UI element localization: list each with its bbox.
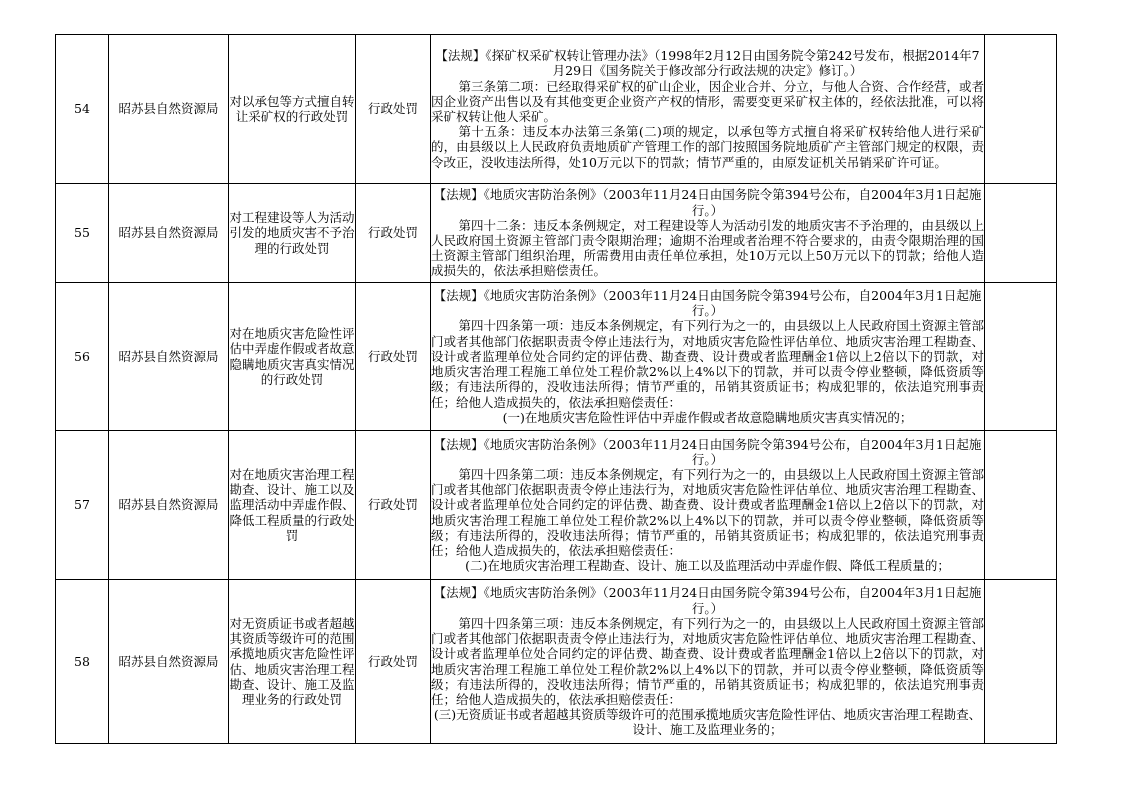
basis-paragraph: 第四十四条第二项：违反本条例规定，有下列行为之一的，由县级以上人民政府国土资源主管部门或者其他部门依据职责责令停止违法行为，对地质灾害危险性评估单位、地质灾害治理工程勘查、设计或者监理单位处合同约定的评估费、勘查费、设计费或者监理酬金1倍以上2倍以下的罚款，对地质灾害治理工程施工单位处工程价款2%以上4%以下的罚款，并可以责令停业整顿，降低资质等级；有违法所得的，没收违法所得；情节严重的，吊销其资质证书；构成犯罪的，依法追究刑事责任；给他人造成损失的，依法承担赔偿责任：	[431, 466, 984, 558]
table-row	[56, 184, 1057, 283]
basis-heading: 【法规】《地质灾害防治条例》（2003年11月24日由国务院令第394号公布，自2004年3月1日起施行。）	[433, 585, 982, 616]
power-type: 行政处罚	[356, 431, 431, 580]
power-type: 行政处罚	[356, 580, 431, 744]
department-name: 昭苏县自然资源局	[109, 580, 229, 744]
legal-basis	[431, 283, 985, 431]
item-name: 对无资质证书或者超越其资质等级许可的范围承揽地质灾害危险性评估、地质灾害治理工程勘查、设计、施工及监理业务的行政处罚	[229, 580, 356, 744]
legal-basis	[431, 580, 985, 744]
table-row	[56, 580, 1057, 744]
power-type: 行政处罚	[356, 184, 431, 283]
department-name: 昭苏县自然资源局	[109, 35, 229, 184]
row-number: 55	[56, 184, 109, 283]
power-type: 行政处罚	[356, 35, 431, 184]
basis-heading: 【法规】《地质灾害防治条例》（2003年11月24日由国务院令第394号公布，自2004年3月1日起施行。）	[433, 187, 982, 218]
department-name: 昭苏县自然资源局	[109, 283, 229, 431]
basis-paragraph: 第十五条：违反本办法第三条第(二)项的规定，以承包等方式擅自将采矿权转给他人进行采矿的，由县级以上人民政府负责地质矿产管理工作的部门按照国务院地质矿产主管部门规定的权限，责令改正，没收违法所得，处10万元以下的罚款；情节严重的，由原发证机关吊销采矿许可证。	[431, 124, 984, 170]
legal-basis	[431, 184, 985, 283]
row-number: 58	[56, 580, 109, 744]
item-name: 对在地质灾害治理工程勘查、设计、施工以及监理活动中弄虚作假、降低工程质量的行政处罚	[229, 431, 356, 580]
item-name: 对在地质灾害危险性评估中弄虚作假或者故意隐瞒地质灾害真实情况的行政处罚	[229, 283, 356, 431]
remarks-cell	[985, 35, 1057, 184]
basis-clause: (三)无资质证书或者超越其资质等级许可的范围承揽地质灾害危险性评估、地质灾害治理工程勘查、设计、施工及监理业务的；	[433, 707, 982, 738]
basis-paragraph: 第四十四条第一项：违反本条例规定，有下列行为之一的，由县级以上人民政府国土资源主管部门或者其他部门依据职责责令停止违法行为，对地质灾害危险性评估单位、地质灾害治理工程勘查、设计或者监理单位处合同约定的评估费、勘查费、设计费或者监理酬金1倍以上2倍以下的罚款，对地质灾害治理工程施工单位处工程价款2%以上4%以下的罚款，并可以责令停业整顿，降低资质等级；有违法所得的，没收违法所得；情节严重的，吊销其资质证书；构成犯罪的，依法追究刑事责任；给他人造成损失的，依法承担赔偿责任：	[431, 318, 984, 410]
remarks-cell	[985, 184, 1057, 283]
department-name: 昭苏县自然资源局	[109, 431, 229, 580]
table-row	[56, 35, 1057, 184]
row-number: 57	[56, 431, 109, 580]
table-row	[56, 431, 1057, 580]
item-name: 对工程建设等人为活动引发的地质灾害不予治理的行政处罚	[229, 184, 356, 283]
basis-paragraph: 第四十四条第三项：违反本条例规定，有下列行为之一的，由县级以上人民政府国土资源主管部门或者其他部门依据职责责令停止违法行为，对地质灾害危险性评估单位、地质灾害治理工程勘查、设计或者监理单位处合同约定的评估费、勘查费、设计费或者监理酬金1倍以上2倍以下的罚款，对地质灾害治理工程施工单位处工程价款2%以上4%以下的罚款，并可以责令停业整顿，降低资质等级；有违法所得的，没收违法所得；情节严重的，吊销其资质证书；构成犯罪的，依法追究刑事责任；给他人造成损失的，依法承担赔偿责任：	[431, 615, 984, 707]
row-number: 54	[56, 35, 109, 184]
item-name: 对以承包等方式擅自转让采矿权的行政处罚	[229, 35, 356, 184]
power-type: 行政处罚	[356, 283, 431, 431]
department-name: 昭苏县自然资源局	[109, 184, 229, 283]
row-number: 56	[56, 283, 109, 431]
basis-clause: (一)在地质灾害危险性评估中弄虚作假或者故意隐瞒地质灾害真实情况的；	[502, 409, 913, 425]
legal-basis	[431, 35, 985, 184]
basis-heading: 【法规】《地质灾害防治条例》（2003年11月24日由国务院令第394号公布，自2004年3月1日起施行。）	[433, 436, 982, 467]
remarks-cell	[985, 580, 1057, 744]
legal-basis	[431, 431, 985, 580]
remarks-cell	[985, 431, 1057, 580]
basis-heading: 【法规】《探矿权采矿权转让管理办法》（1998年2月12日由国务院令第242号发布，根据2014年7月29日《国务院关于修改部分行政法规的决定》修订。）	[435, 48, 980, 79]
basis-paragraph: 第四十二条：违反本条例规定，对工程建设等人为活动引发的地质灾害不予治理的，由县级以上人民政府国土资源主管部门责令限期治理；逾期不治理或者治理不符合要求的，由责令限期治理的国土资源主管部门组织治理，所需费用由责任单位承担，处10万元以上50万元以下的罚款；给他人造成损失的，依法承担赔偿责任。	[431, 217, 984, 279]
power-list-table	[55, 34, 1057, 744]
table-row	[56, 283, 1057, 431]
basis-paragraph: 第三条第二项：已经取得采矿权的矿山企业，因企业合并、分立，与他人合资、合作经营，或者因企业资产出售以及有其他变更企业资产产权的情形，需要变更采矿权主体的，经依法批准，可以将采矿权转让他人采矿。	[431, 78, 984, 124]
basis-clause: (二)在地质灾害治理工程勘查、设计、施工以及监理活动中弄虚作假、降低工程质量的；	[465, 558, 950, 574]
basis-heading: 【法规】《地质灾害防治条例》（2003年11月24日由国务院令第394号公布，自2004年3月1日起施行。）	[433, 288, 982, 319]
remarks-cell	[985, 283, 1057, 431]
